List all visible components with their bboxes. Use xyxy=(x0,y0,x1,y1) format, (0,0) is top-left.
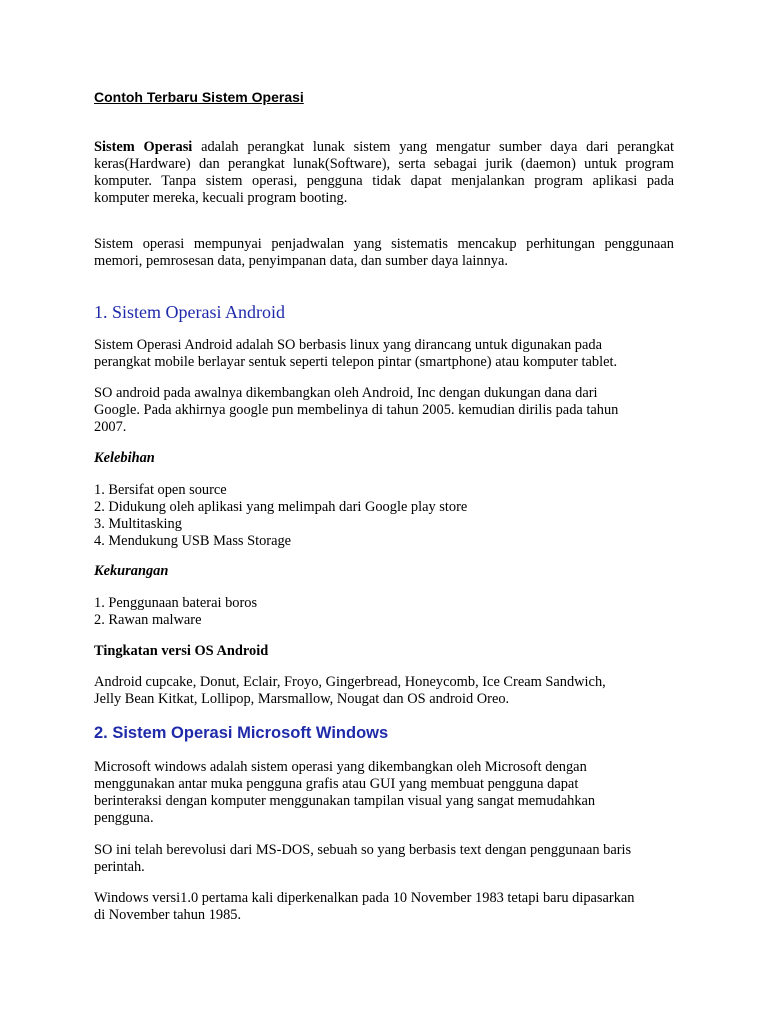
list-item: 4. Mendukung USB Mass Storage xyxy=(94,533,292,549)
kekurangan-label: Kekurangan xyxy=(94,563,169,579)
intro-line-3: komputer. Tanpa sistem operasi, pengguna tidak dapat menjalankan program aplikasi pada xyxy=(94,173,674,189)
list-item: 1. Bersifat open source xyxy=(94,482,227,498)
android-paragraph-1: Sistem Operasi Android adalah SO berbasis linux yang dirancang untuk digunakan pada perangkat mobile berlayar sentuk seperti telepon pintar (smartphone) atau komputer tablet. xyxy=(94,337,618,370)
versi-label: Tingkatan versi OS Android xyxy=(94,643,269,659)
android-heading: 1. Sistem Operasi Android xyxy=(94,302,285,322)
intro-term: Sistem Operasi xyxy=(94,139,193,155)
kekurangan-list xyxy=(94,595,674,629)
intro-line-1: Sistem Operasi adalah perangkat lunak sistem yang mengatur sumber daya dari perangkat xyxy=(94,139,674,155)
list-item: 2. Didukung oleh aplikasi yang melimpah dari Google play store xyxy=(94,499,468,515)
android-paragraph-2: SO android pada awalnya dikembangkan oleh Android, Inc dengan dukungan dana dari Google. Pada akhirnya google pun membelinya di tahun 2005. kemudian dirilis pada tahun 2007. xyxy=(94,385,619,435)
kelebihan-label: Kelebihan xyxy=(94,450,155,466)
windows-paragraph-2: SO ini telah berevolusi dari MS-DOS, sebuah so yang berbasis text dengan penggunaan baris perintah. xyxy=(94,842,632,875)
intro-line-2: keras(Hardware) dan perangkat lunak(Software), serta sebagai jurik (daemon) untuk program xyxy=(94,156,674,172)
versi-paragraph: Android cupcake, Donut, Eclair, Froyo, Gingerbread, Honeycomb, Ice Cream Sandwich, Jelly Bean Kitkat, Lollipop, Marsmallow, Nougat dan OS android Oreo. xyxy=(94,674,606,707)
intro-paragraph xyxy=(94,139,674,207)
windows-paragraph-3: Windows versi1.0 pertama kali diperkenalkan pada 10 November 1983 tetapi baru dipasarkan di November tahun 1985. xyxy=(94,890,635,923)
windows-paragraph-1: Microsoft windows adalah sistem operasi yang dikembangkan oleh Microsoft dengan menggunakan antar muka pengguna grafis atau GUI yang membuat pengguna dapat berinteraksi dengan komputer menggunakan tampilan visual yang sangat memudahkan pengguna. xyxy=(94,759,596,826)
list-item: 1. Penggunaan baterai boros xyxy=(94,595,258,611)
intro-line-4: komputer mereka, kecuali program booting. xyxy=(94,190,348,206)
scheduling-paragraph xyxy=(94,236,674,270)
list-item: 3. Multitasking xyxy=(94,516,182,532)
page-title: Contoh Terbaru Sistem Operasi xyxy=(94,89,304,105)
windows-heading: 2. Sistem Operasi Microsoft Windows xyxy=(94,724,389,742)
list-item: 2. Rawan malware xyxy=(94,612,202,628)
scheduling-line-2: memori, pemrosesan data, penyimpanan data, dan sumber daya lainnya. xyxy=(94,253,508,269)
scheduling-line-1: Sistem operasi mempunyai penjadwalan yang sistematis mencakup perhitungan penggunaan xyxy=(94,236,674,252)
kelebihan-list xyxy=(94,482,674,550)
